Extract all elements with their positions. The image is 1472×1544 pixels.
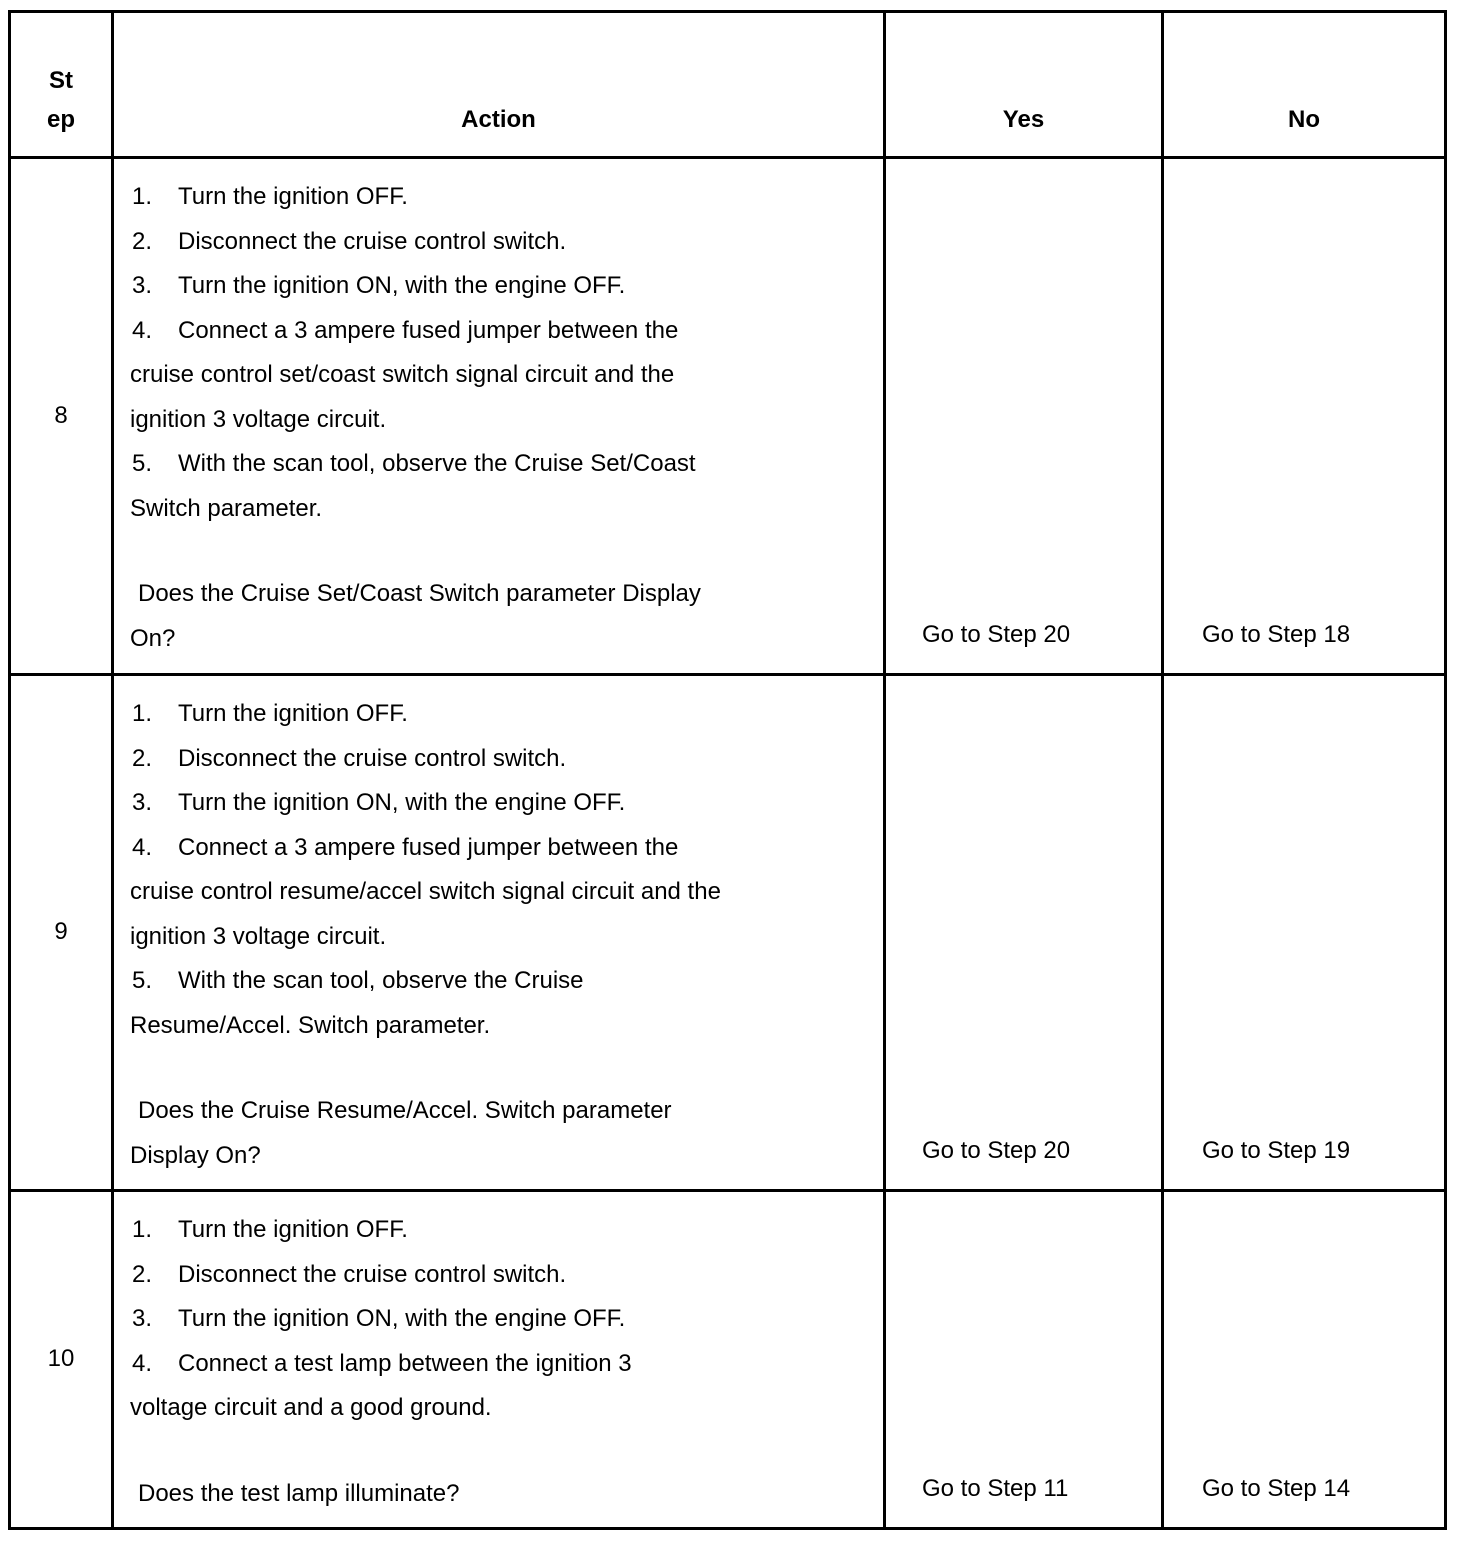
action-step-item: [130, 1253, 865, 1298]
action-step-number: 2.: [132, 227, 153, 255]
no-result: Go to Step 19: [1163, 675, 1446, 1191]
action-step-text: With the scan tool, observe the Cruise: [178, 967, 584, 994]
action-step-item: [130, 1342, 865, 1387]
action-step-item: [130, 1208, 865, 1253]
action-step-text: Turn the ignition OFF.: [178, 1216, 408, 1243]
action-question: Display On?: [130, 1141, 261, 1169]
action-step-number: 3.: [132, 789, 153, 816]
step-number: 10: [10, 1191, 113, 1529]
spacer: [130, 531, 865, 572]
action-question: Does the test lamp illuminate?: [138, 1479, 460, 1507]
yes-result: Go to Step 11: [885, 1191, 1163, 1529]
table-row: [10, 1191, 1446, 1529]
action-step-continuation: cruise control set/coast switch signal circuit and the: [130, 361, 675, 388]
no-header: No: [1163, 12, 1446, 158]
action-step-continuation: voltage circuit and a good ground.: [130, 1394, 492, 1421]
action-cell: [113, 158, 885, 675]
spacer: [130, 1048, 865, 1089]
action-step-number: 4.: [132, 833, 153, 861]
action-step-text: Connect a 3 ampere fused jumper between the: [178, 833, 679, 861]
header-row: [10, 12, 1446, 158]
action-step-item: [130, 442, 865, 487]
action-question: Does the Cruise Resume/Accel. Switch parameter: [138, 1097, 672, 1124]
action-question: On?: [130, 624, 176, 652]
yes-result: Go to Step 20: [885, 675, 1163, 1191]
table-row: [10, 158, 1446, 675]
action-step-text: Turn the ignition ON, with the engine OFF.: [178, 1305, 626, 1332]
action-step-text: Connect a 3 ampere fused jumper between the: [178, 316, 679, 344]
spacer: [130, 1431, 865, 1472]
action-step-number: 1.: [132, 700, 153, 727]
action-step-number: 4.: [132, 316, 153, 344]
action-step-number: 1.: [132, 183, 153, 210]
action-step-continuation: Switch parameter.: [130, 494, 323, 522]
action-step-item: [130, 1297, 865, 1342]
action-step-text: Turn the ignition OFF.: [178, 700, 408, 727]
action-step-item: [130, 826, 865, 871]
step-number: 9: [10, 675, 113, 1191]
action-step-number: 3.: [132, 1305, 153, 1332]
action-step-number: 4.: [132, 1349, 153, 1377]
diagnostic-table: [8, 10, 1447, 1530]
action-step-number: 1.: [132, 1216, 153, 1243]
action-step-continuation: ignition 3 voltage circuit.: [130, 405, 387, 433]
yes-header: Yes: [885, 12, 1163, 158]
action-step-item: [130, 220, 865, 265]
table-body: [10, 158, 1446, 1529]
action-step-continuation: Resume/Accel. Switch parameter.: [130, 1011, 491, 1039]
action-step-text: Connect a test lamp between the ignition 3: [178, 1349, 632, 1377]
no-result: Go to Step 18: [1163, 158, 1446, 675]
step-header: [10, 12, 113, 158]
action-step-number: 2.: [132, 1260, 153, 1288]
action-header: Action: [113, 12, 885, 158]
action-step-continuation: cruise control resume/accel switch signal circuit and the: [130, 878, 721, 905]
action-step-text: Disconnect the cruise control switch.: [178, 744, 567, 772]
action-step-text: Disconnect the cruise control switch.: [178, 1260, 567, 1288]
action-step-item: [130, 692, 865, 737]
action-step-item: [130, 737, 865, 782]
action-step-continuation: ignition 3 voltage circuit.: [130, 922, 387, 950]
action-step-number: 5.: [132, 967, 153, 994]
yes-result: Go to Step 20: [885, 158, 1163, 675]
no-result: Go to Step 14: [1163, 1191, 1446, 1529]
action-step-text: Turn the ignition ON, with the engine OFF.: [178, 789, 626, 816]
action-cell: [113, 1191, 885, 1529]
action-step-text: With the scan tool, observe the Cruise Set/Coast: [178, 450, 696, 477]
action-step-item: [130, 781, 865, 826]
action-question: Does the Cruise Set/Coast Switch parameter Display: [138, 580, 701, 607]
step-header-line-1: St: [49, 67, 73, 94]
step-header-line-2: ep: [46, 106, 75, 133]
action-cell: [113, 675, 885, 1191]
table-row: [10, 675, 1446, 1191]
action-step-text: Turn the ignition ON, with the engine OFF.: [178, 272, 626, 299]
action-step-text: Turn the ignition OFF.: [178, 183, 408, 210]
action-step-item: [130, 175, 865, 220]
action-step-number: 3.: [132, 272, 153, 299]
action-step-item: [130, 264, 865, 309]
action-step-number: 2.: [132, 744, 153, 772]
action-step-item: [130, 309, 865, 354]
action-step-number: 5.: [132, 450, 153, 477]
step-number: 8: [10, 158, 113, 675]
action-step-text: Disconnect the cruise control switch.: [178, 227, 567, 255]
action-step-item: [130, 959, 865, 1004]
